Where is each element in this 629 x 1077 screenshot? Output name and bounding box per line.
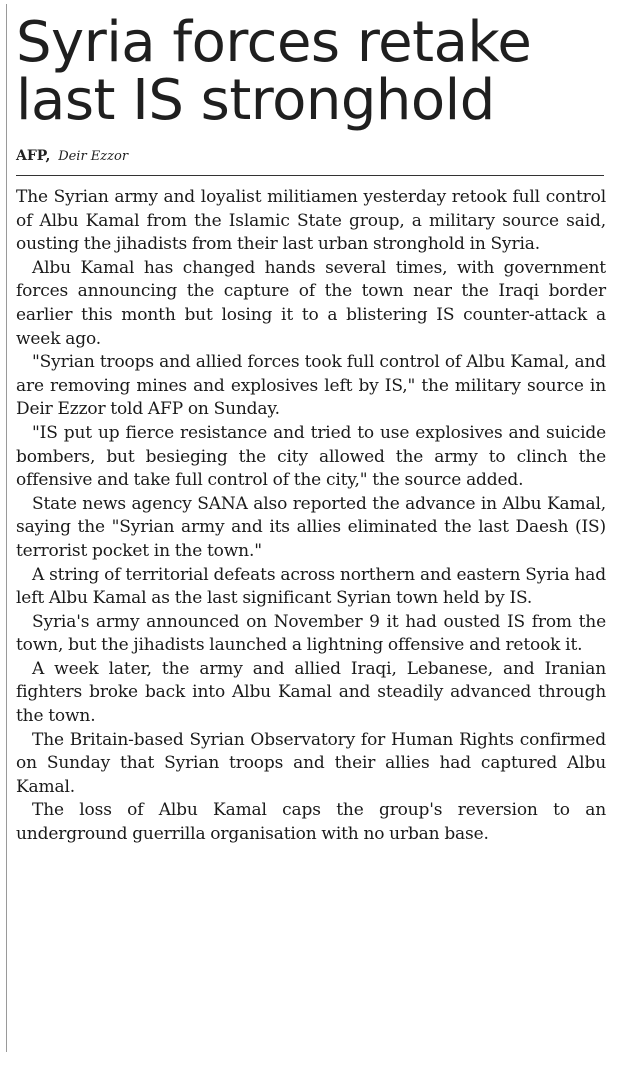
article [16, 10, 606, 847]
paragraph: A week later, the army and allied Iraqi, Lebanese, and Iranian fighters broke back into Albu Kamal and steadily advanced through the town. [16, 658, 606, 727]
headline-line-1: Syria forces retake [16, 10, 532, 75]
byline-divider [16, 175, 604, 176]
paragraph: The Syrian army and loyalist militiamen yesterday retook full control of Albu Kamal from the Islamic State group, a military source said, ousting the jihadists from their last urban stronghold in Syria. [16, 187, 606, 255]
paragraph: A string of territorial defeats across northern and eastern Syria had left Albu Kamal as the last significant Syrian town held by IS. [16, 564, 606, 609]
byline [16, 146, 606, 166]
paragraph: Albu Kamal has changed hands several times, with government forces announcing the capture of the town near the Iraqi border earlier this month but losing it to a blistering IS counter-attack a week ago. [16, 257, 606, 349]
paragraph: The Britain-based Syrian Observatory for Human Rights confirmed on Sunday that Syrian troops and their allies had captured Albu Kamal. [16, 729, 606, 797]
paragraph: "IS put up fierce resistance and tried to use explosives and suicide bombers, but besieging the city allowed the army to clinch the offensive and take full control of the city," the source added. [16, 422, 606, 491]
paragraph: Syria's army announced on November 9 it had ousted IS from the town, but the jihadists launched a lightning offensive and retook it. [16, 611, 606, 656]
column-rule [6, 4, 7, 1052]
byline-location: Deir Ezzor [58, 149, 129, 164]
paragraph: "Syrian troops and allied forces took full control of Albu Kamal, and are removing mines and explosives left by IS," the military source in Deir Ezzor told AFP on Sunday. [16, 352, 606, 420]
headline-line-2: last IS stronghold [16, 68, 495, 133]
headline [16, 10, 606, 133]
paragraph: The loss of Albu Kamal caps the group's reversion to an underground guerrilla organisation with no urban base. [16, 800, 606, 845]
byline-agency: AFP, [16, 148, 51, 164]
article-body [16, 186, 606, 847]
paragraph: State news agency SANA also reported the advance in Albu Kamal, saying the "Syrian army and its allies eliminated the last Daesh (IS) terrorist pocket in the town." [16, 493, 606, 561]
